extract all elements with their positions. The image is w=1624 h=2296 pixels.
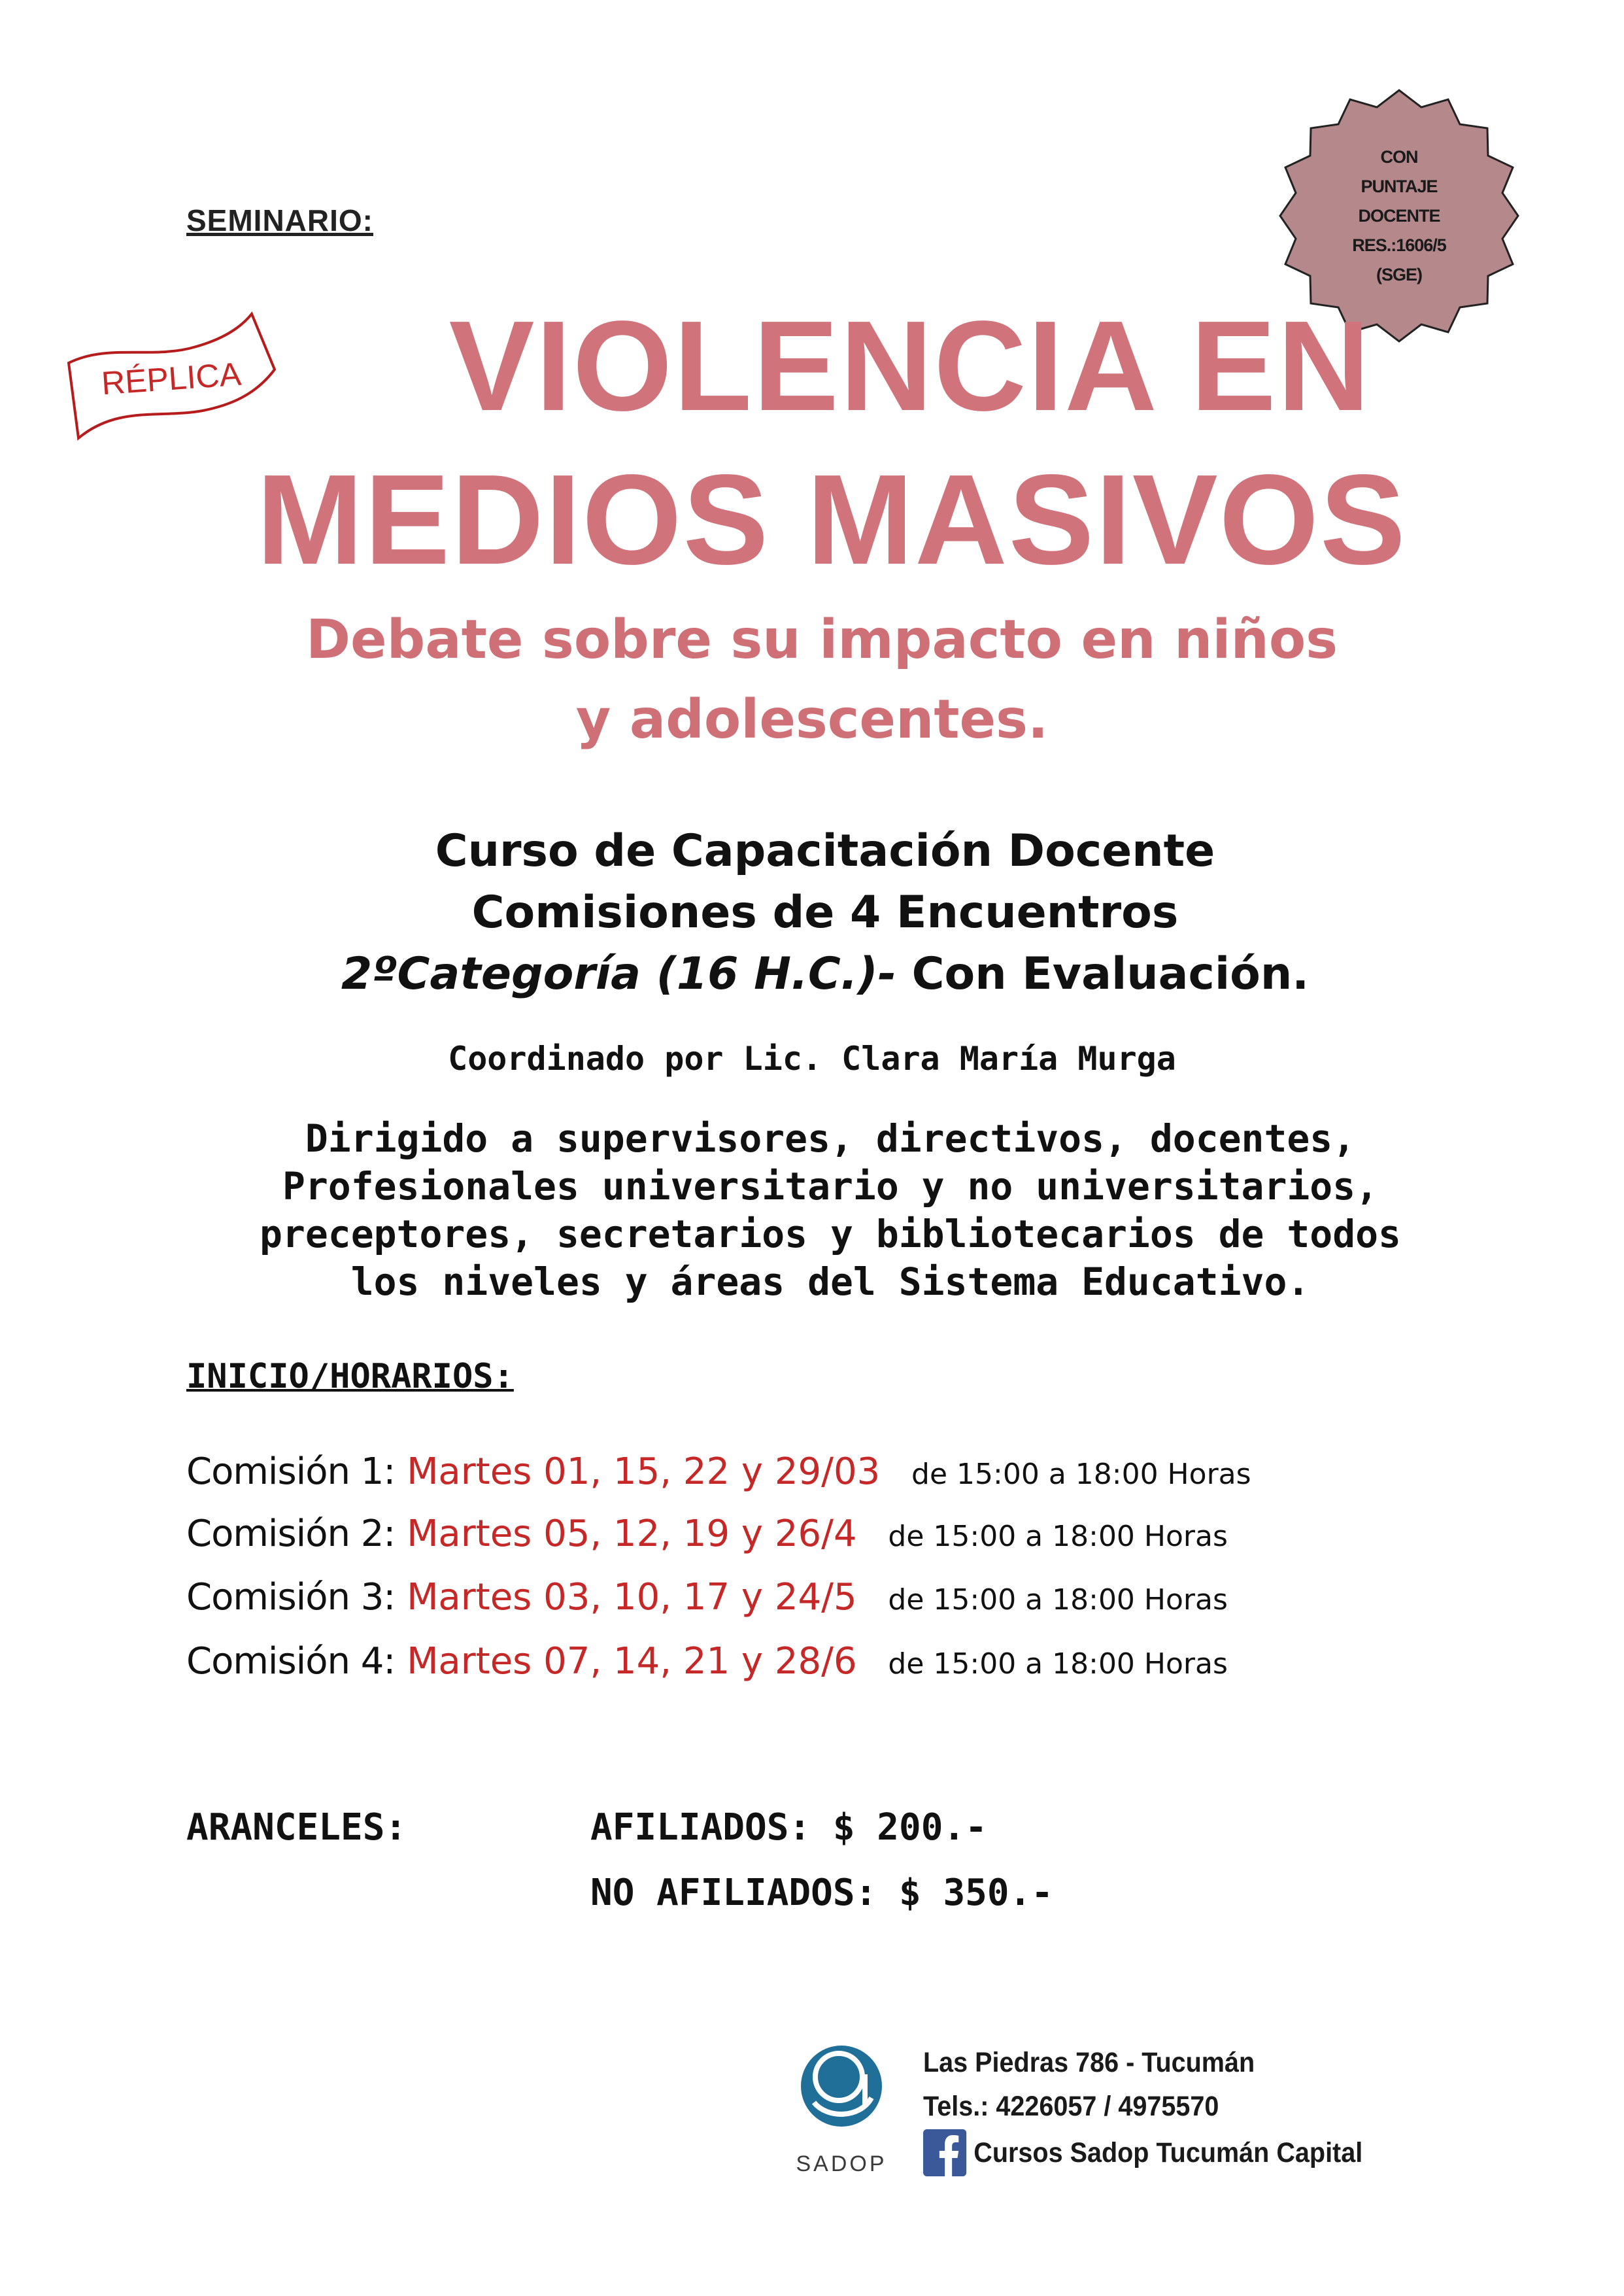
subtitle-line-2: y adolescentes. xyxy=(575,689,1049,751)
commission-label: Comisión 1: xyxy=(186,1450,396,1493)
sadop-logo xyxy=(788,2040,896,2191)
coordinator: Coordinado por Lic. Clara María Murga xyxy=(448,1040,1176,1078)
sadop-logo-icon xyxy=(788,2040,896,2191)
fees-label: ARANCELES: xyxy=(186,1806,407,1849)
footer-address: Las Piedras 786 - Tucumán xyxy=(923,2047,1255,2078)
commission-dates: Martes 05, 12, 19 y 26/4 xyxy=(407,1513,857,1555)
footer-phones: Tels.: 4226057 / 4975570 xyxy=(923,2091,1219,2122)
replica-label: RÉPLICA xyxy=(100,355,243,402)
facebook-label: Cursos Sadop Tucumán Capital xyxy=(973,2136,1363,2168)
commission-row xyxy=(186,1450,1251,1493)
commission-dates: Martes 03, 10, 17 y 24/5 xyxy=(407,1576,857,1619)
commission-dates: Martes 01, 15, 22 y 29/03 xyxy=(407,1450,881,1493)
footer-facebook[interactable] xyxy=(923,2129,1362,2176)
badge-line: PUNTAJE xyxy=(1361,176,1438,196)
course-line-1: Curso de Capacitación Docente xyxy=(435,825,1215,877)
subtitle-line-1: Debate sobre su impacto en niños xyxy=(305,609,1338,671)
commission-row xyxy=(186,1513,1228,1555)
audience-text xyxy=(131,1115,1530,1306)
badge-line: CON xyxy=(1380,146,1418,167)
course-line-2: Comisiones de 4 Encuentros xyxy=(471,887,1179,938)
audience-line: preceptores, secretarios y bibliotecarios de todos xyxy=(260,1212,1401,1256)
commission-hours: de 15:00 a 18:00 Horas xyxy=(888,1583,1228,1617)
logo-text: SADOP xyxy=(796,2151,887,2176)
course-line-3 xyxy=(0,944,1624,1005)
commission-label: Comisión 4: xyxy=(186,1640,396,1683)
commission-dates: Martes 07, 14, 21 y 28/6 xyxy=(407,1640,857,1683)
badge-line: DOCENTE xyxy=(1358,205,1440,226)
course-category: 2ºCategoría (16 H.C.)- xyxy=(341,948,896,1000)
course-evaluation: Con Evaluación. xyxy=(896,948,1310,1000)
seminario-label: SEMINARIO: xyxy=(186,203,373,237)
commission-hours: de 15:00 a 18:00 Horas xyxy=(911,1458,1251,1491)
fee-non-members: NO AFILIADOS: $ 350.- xyxy=(590,1872,1054,1914)
schedule-heading: INICIO/HORARIOS: xyxy=(186,1357,514,1396)
commission-hours: de 15:00 a 18:00 Horas xyxy=(888,1647,1228,1681)
title-line-1: VIOLENCIA EN xyxy=(448,294,1372,437)
commission-row xyxy=(186,1576,1228,1619)
commission-row xyxy=(186,1640,1228,1683)
badge-line: RES.:1606/5 xyxy=(1352,235,1446,255)
audience-line: los niveles y áreas del Sistema Educativo. xyxy=(350,1259,1310,1304)
commission-label: Comisión 3: xyxy=(186,1576,396,1619)
fee-members: AFILIADOS: $ 200.- xyxy=(590,1806,987,1849)
badge-line: (SGE) xyxy=(1376,264,1422,284)
title-line-2: MEDIOS MASIVOS xyxy=(256,448,1407,591)
audience-line: Profesionales universitario y no universitarios, xyxy=(282,1164,1379,1208)
audience-line: Dirigido a supervisores, directivos, docentes, xyxy=(305,1116,1356,1161)
commission-hours: de 15:00 a 18:00 Horas xyxy=(888,1520,1228,1553)
commission-label: Comisión 2: xyxy=(186,1513,396,1555)
facebook-icon xyxy=(923,2129,966,2176)
